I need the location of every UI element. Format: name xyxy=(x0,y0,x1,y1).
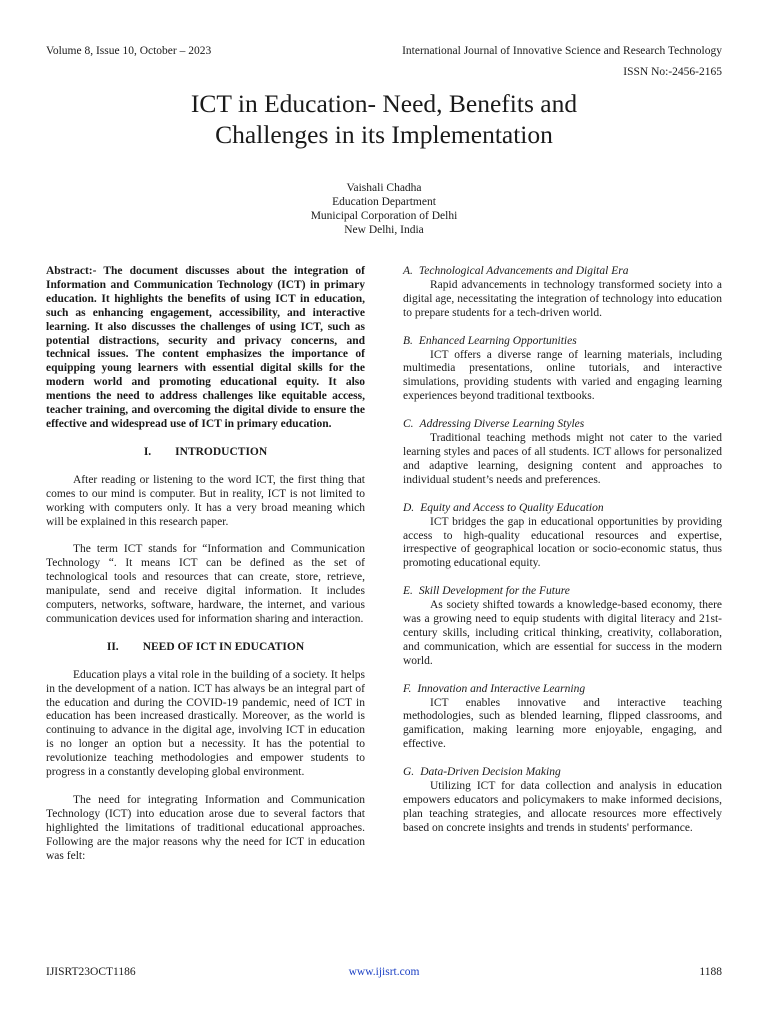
subsection-label: E. xyxy=(403,585,413,598)
right-column xyxy=(403,265,722,836)
subsection-heading xyxy=(403,265,722,279)
article-code: IJISRT23OCT1186 xyxy=(46,966,136,978)
subsection-f xyxy=(403,683,722,753)
section-heading-need xyxy=(46,641,365,655)
volume-issue: Volume 8, Issue 10, October – 2023 xyxy=(46,45,212,57)
paragraph: Traditional teaching methods might not cater to the varied learning styles and paces of all students. ICT allows for personalized and adaptive learning, designing content and approaches to individual student’s needs and preferences. xyxy=(403,432,722,486)
left-column xyxy=(46,265,365,864)
section-title: INTRODUCTION xyxy=(175,445,268,458)
subsection-title: Data-Driven Decision Making xyxy=(420,766,561,779)
subsection-label: A. xyxy=(403,265,413,277)
section-number: I. xyxy=(143,445,152,458)
subsection-title: Technological Advancements and Digital Era xyxy=(418,265,629,277)
subsection-title: Innovation and Interactive Learning xyxy=(417,682,586,695)
subsection-g xyxy=(403,766,722,836)
author-block xyxy=(0,181,768,237)
section-title: NEED OF ICT IN EDUCATION xyxy=(142,640,305,653)
subsection-heading xyxy=(403,683,722,697)
issn-number: ISSN No:-2456-2165 xyxy=(623,66,722,78)
subsection-title: Enhanced Learning Opportunities xyxy=(418,334,577,347)
abstract: Abstract:- The document discusses about the integration of Information and Communication Technology (ICT) in primary education. It highlights the benefits of using ICT in education, such as enhancing engagement, accessibility, and interactive learning. It also discusses the challenges of using ICT, such as potential distractions, security and privacy concerns, and technical issues. The content emphasizes the importance of equipping young learners with essential digital skills for the modern world and promoting educational equity. It also mentions the need to address challenges like equitable access, teacher training, and overcoming the digital divide to ensure the effective and widespread use of ICT in primary education. xyxy=(46,265,365,430)
author-organization: Municipal Corporation of Delhi xyxy=(310,210,458,222)
paragraph: Rapid advancements in technology transformed society into a digital age, necessitating the integration of technology into education to prepare students for a tech-driven world. xyxy=(403,278,722,319)
author-location: New Delhi, India xyxy=(344,224,424,236)
subsection-heading xyxy=(403,335,722,349)
subsection-d xyxy=(403,502,722,572)
page-number: 1188 xyxy=(699,966,722,978)
paragraph: ICT bridges the gap in educational opportunities by providing access to high-quality educational resources and expertise, irrespective of geographical location or socio-economic status, thus promoting educational equity. xyxy=(403,515,722,570)
subsection-title: Equity and Access to Quality Education xyxy=(420,501,604,514)
subsection-label: G. xyxy=(403,766,415,779)
paragraph: Education plays a vital role in the building of a society. It helps in the development of a nation. ICT has always be an integral part of the education and during the COVID-19 pandemic, need of ICT in education has been increased drastically. Moreover, as the world is continuing to advance in the digital age, involving ICT in education is no longer an option but a necessity. It has the potential to revolutionize teaching methodologies and empower students to progress in a constantly developing global environment. xyxy=(46,668,365,779)
subsection-c xyxy=(403,418,722,488)
subsection-title: Skill Development for the Future xyxy=(418,585,570,598)
subsection-label: D. xyxy=(403,501,415,514)
subsection-heading xyxy=(403,418,722,432)
title-line-2: Challenges in its Implementation xyxy=(215,120,553,149)
section-heading-introduction xyxy=(46,446,365,460)
paragraph: After reading or listening to the word ICT, the first thing that comes to our mind is computer. But in reality, ICT is not limited to working with computers only. It has a very broad meaning which will be explained in this research paper. xyxy=(46,473,365,528)
paragraph: Utilizing ICT for data collection and analysis in education empowers educators and policymakers to make informed decisions, plan teaching strategies, and allocate resources more effectively based on concrete insights and trends in students' performance. xyxy=(403,780,722,834)
author-department: Education Department xyxy=(332,196,436,208)
subsection-label: B. xyxy=(403,334,413,347)
subsection-a xyxy=(403,265,722,321)
section-number: II. xyxy=(106,640,119,653)
subsection-heading xyxy=(403,766,722,780)
paragraph: ICT offers a diverse range of learning materials, including multimedia presentations, online tutorials, and interactive simulations, providing students with varied and engaging learning experiences beyond traditional textbooks. xyxy=(403,348,722,403)
subsection-b xyxy=(403,335,722,405)
subsection-label: F. xyxy=(403,682,412,695)
paragraph: The need for integrating Information and Communication Technology (ICT) into education arose due to several factors that highlighted the limitations of traditional educational approaches. Following are the major reasons why the need for ICT in education was felt: xyxy=(46,794,365,862)
website-link[interactable]: www.ijisrt.com xyxy=(348,966,420,978)
journal-name: International Journal of Innovative Science and Research Technology xyxy=(402,45,722,57)
subsection-e xyxy=(403,585,722,668)
paper-title xyxy=(0,88,768,150)
paragraph: The term ICT stands for “Information and Communication Technology “. It means ICT can be defined as the set of technological tools and resources that can create, store, retrieve, manipulate, send and receive digital information. It includes computers, networks, software, hardware, the internet, and various communication devices used for information sharing and interaction. xyxy=(46,543,365,625)
paragraph: As society shifted towards a knowledge-based economy, there was a growing need to equip students with digital literacy and 21st-century skills, including critical thinking, creativity, collaboration, and communication, which are essential for success in the modern world. xyxy=(403,599,722,667)
title-line-1: ICT in Education- Need, Benefits and xyxy=(190,89,578,118)
author-name: Vaishali Chadha xyxy=(346,182,422,194)
subsection-heading xyxy=(403,502,722,516)
subsection-label: C. xyxy=(403,418,414,431)
subsection-heading xyxy=(403,585,722,599)
paragraph: ICT enables innovative and interactive teaching methodologies, such as blended learning, flipped classrooms, and gamification, making learning more enjoyable, engaging, and effective. xyxy=(403,696,722,751)
subsection-title: Addressing Diverse Learning Styles xyxy=(419,418,585,431)
